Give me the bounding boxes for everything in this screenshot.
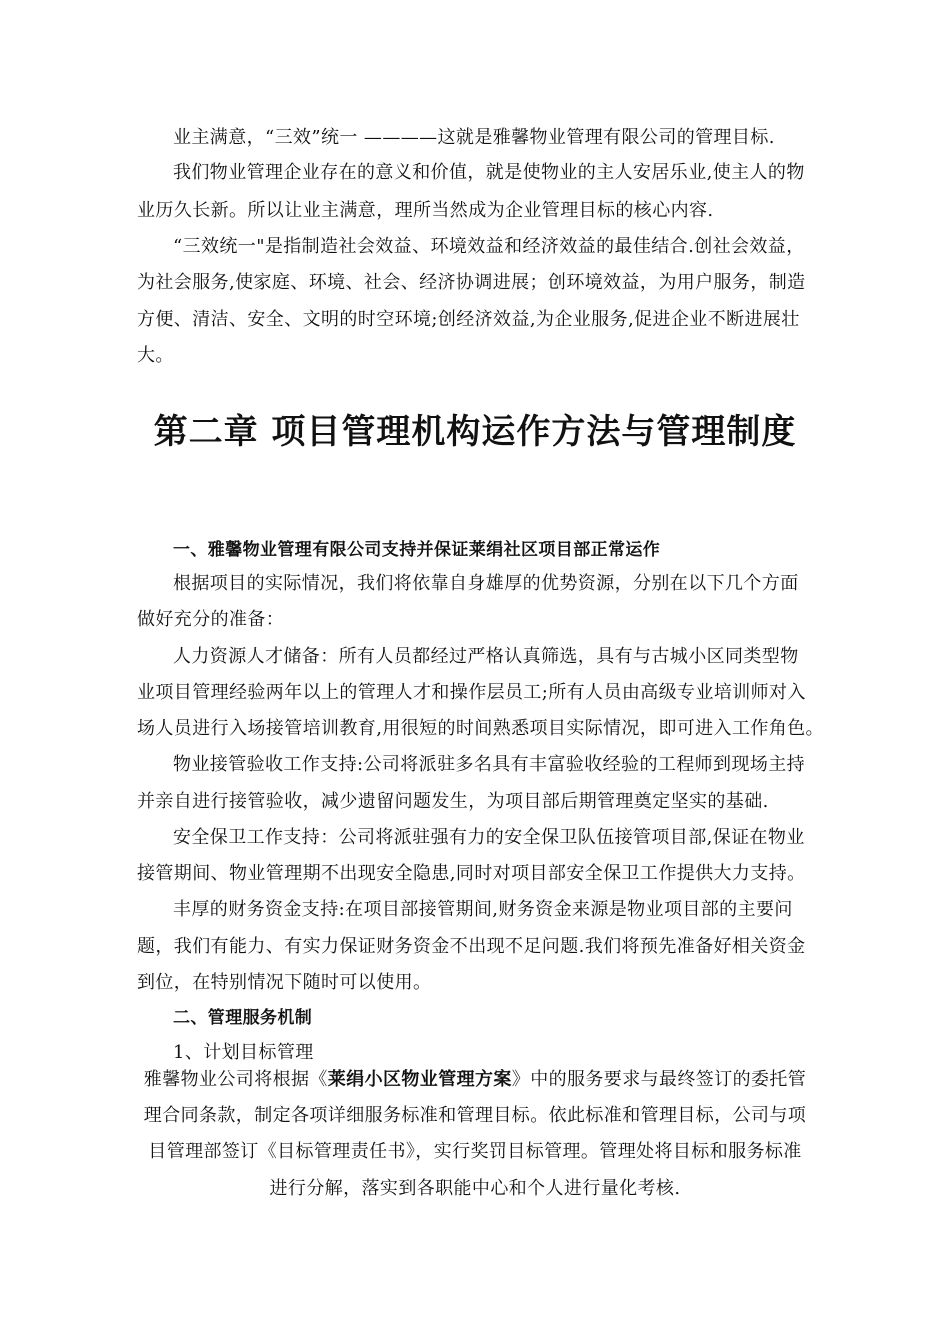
centered-paragraph-line-2: 理合同条款，制定各项详细服务标准和管理目标。依此标准和管理目标，公司与项 [143, 1105, 807, 1126]
section1-p5-line-3: 到位，在特别情况下随时可以使用。 [137, 972, 432, 993]
section1-p3-line-2: 并亲自进行接管验收，减少遗留问题发生，为项目部后期管理奠定坚实的基础. [137, 791, 769, 812]
section1-p5-line-2: 题，我们有能力、有实力保证财务资金不出现不足问题.我们将预先准备好相关资金 [137, 936, 806, 957]
intro-line-2: 我们物业管理企业存在的意义和价值，就是使物业的主人安居乐业,使主人的物 [173, 162, 805, 183]
intro-line-7: 大。 [137, 345, 174, 366]
intro-line-1: 业主满意，“三效”统一 ————这就是雅馨物业管理有限公司的管理目标. [173, 127, 775, 148]
section1-p2-line-1: 人力资源人才储备：所有人员都经过严格认真筛选，具有与古城小区同类型物 [173, 646, 799, 667]
text-span: 》中的服务要求与最终签订的委托管 [511, 1069, 807, 1090]
intro-line-5: 为社会服务,使家庭、环境、社会、经济协调进展；创环境效益，为用户服务，制造 [137, 272, 806, 293]
section1-p3-line-1: 物业接管验收工作支持:公司将派驻多名具有丰富验收经验的工程师到现场主持 [173, 754, 806, 775]
section1-heading: 一、雅馨物业管理有限公司支持并保证莱绢社区项目部正常运作 [173, 540, 661, 560]
intro-line-6: 方便、清洁、安全、文明的时空环境;创经济效益,为企业服务,促进企业不断进展壮 [137, 309, 800, 330]
text-span: 雅馨物业公司将根据《 [143, 1069, 328, 1090]
section1-p2-line-3: 场人员进行入场接管培训教育,用很短的时间熟悉项目实际情况，即可进入工作角色。 [137, 718, 824, 739]
section1-p1-line-2: 做好充分的准备： [137, 609, 285, 630]
plan-title-bold: 莱绢小区物业管理方案 [327, 1069, 512, 1090]
intro-line-3: 业历久长新。所以让业主满意，理所当然成为企业管理目标的核心内容. [137, 200, 714, 221]
chapter-title: 第二章 项目管理机构运作方法与管理制度 [153, 412, 797, 452]
centered-paragraph-line-1 [0, 1068, 950, 1092]
section1-p4-line-2: 接管期间、物业管理期不出现安全隐患,同时对项目部安全保卫工作提供大力支持。 [137, 863, 806, 884]
centered-paragraph-line-3: 目管理部签订《目标管理责任书》，实行奖罚目标管理。管理处将目标和服务标准 [148, 1141, 802, 1162]
section1-p2-line-2: 业项目管理经验两年以上的管理人才和操作层员工;所有人员由高级专业培训师对入 [137, 682, 806, 703]
centered-paragraph-line-4: 进行分解，落实到各职能中心和个人进行量化考核. [269, 1178, 681, 1199]
section1-p5-line-1: 丰厚的财务资金支持:在项目部接管期间,财务资金来源是物业项目部的主要问 [173, 899, 793, 920]
intro-line-4: “三效统一"是指制造社会效益、环境效益和经济效益的最佳结合.创社会效益， [173, 236, 805, 257]
section1-p4-line-1: 安全保卫工作支持：公司将派驻强有力的安全保卫队伍接管项目部,保证在物业 [173, 827, 805, 848]
section1-p1-line-1: 根据项目的实际情况，我们将依靠自身雄厚的优势资源，分别在以下几个方面 [173, 573, 799, 594]
section2-heading: 二、管理服务机制 [173, 1008, 313, 1028]
section2-subheading: 1、计划目标管理 [173, 1042, 314, 1063]
